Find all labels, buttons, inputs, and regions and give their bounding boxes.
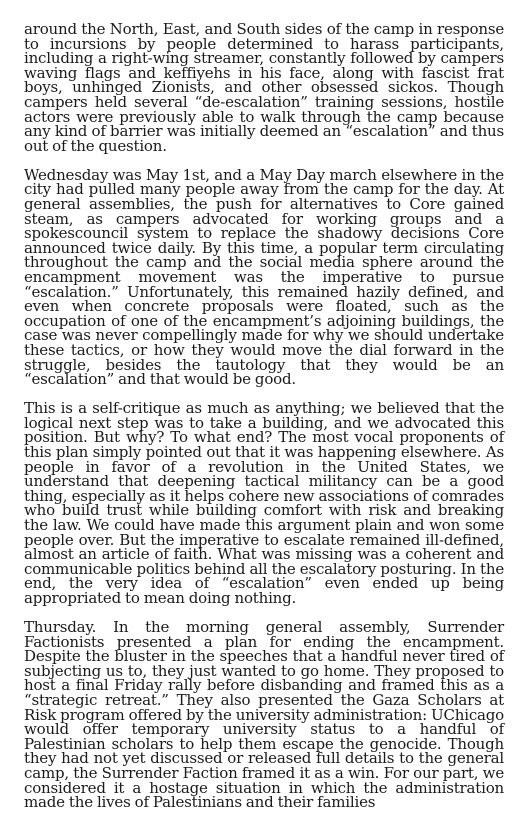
paragraph-wednesday: Wednesday was May 1st, and a May Day march elsewhere in the city had pulled many people away from the camp for the day. At general assemblies, the push for alternatives to Core gained steam, as campers advocated for working groups and a spokescouncil system to replace the shadowy decisions Core announced twice daily. By this time, a popular term circulating throughout the camp and the social media sphere around the encampment movement was the imperative to pursue “escalation.” Unfortunately, this remained hazily defined, and even when concrete proposals were floated, such as the occupation of one of the encampment’s adjoining buildings, the case was never compellingly made for why we should undertake these tactics, or how they would move the dial forward in the struggle, besides the tautology that they would be an “escalation” and that would be good.: [24, 165, 504, 389]
document-page: [24, 22, 504, 824]
paragraph-self-critique: This is a self-critique as much as anything; we believed that the logical next step was to take a building, and we advocated this position. But why? To what end? The most vocal proponents of this plan simply pointed out that it was happening elsewhere. As people in favor of a revolution in the United States, we understand that deepening tactical militancy can be a good thing, especially as it helps cohere new associations of comrades who build trust while building comfort with risk and breaking the law. We could have made this argument plain and won some people over. But the imperative to escalate remained ill-defined, almost an article of faith. What was missing was a coherent and communicable politics behind all the escalatory posturing. In the end, the very idea of “escalation” even ended up being appropriated to mean doing nothing.: [24, 399, 504, 607]
paragraph-camp-barriers: around the North, East, and South sides of the camp in response to incursions by people determined to harass participants, including a right-wing streamer, constantly followed by campers waving flags and keffiyehs in his face, along with fascist frat boys, unhinged Zionists, and other obsessed sickos. Though campers held several “de-escalation” training sessions, hostile actors were previously able to walk through the camp because any kind of barrier was initially deemed an “escalation” and thus out of the question.: [24, 20, 504, 155]
paragraph-thursday: Thursday. In the morning general assembly, Surrender Factionists presented a plan for ending the encampment. Despite the bluster in the speeches that a handful never tired of subjecting us to, they just wanted to go home. They proposed to host a final Friday rally before disbanding and framed this as a “strategic retreat.” They also presented the Gaza Scholars at Risk program offered by the university administration: UChicago would offer temporary university status to a handful of Palestinian scholars to help them escape the genocide. Though they had not yet discussed or released full details to the general camp, the Surrender Faction framed it as a win. For our part, we considered it a hostage situation in which the administration made the lives of Palestinians and their families: [24, 618, 504, 812]
